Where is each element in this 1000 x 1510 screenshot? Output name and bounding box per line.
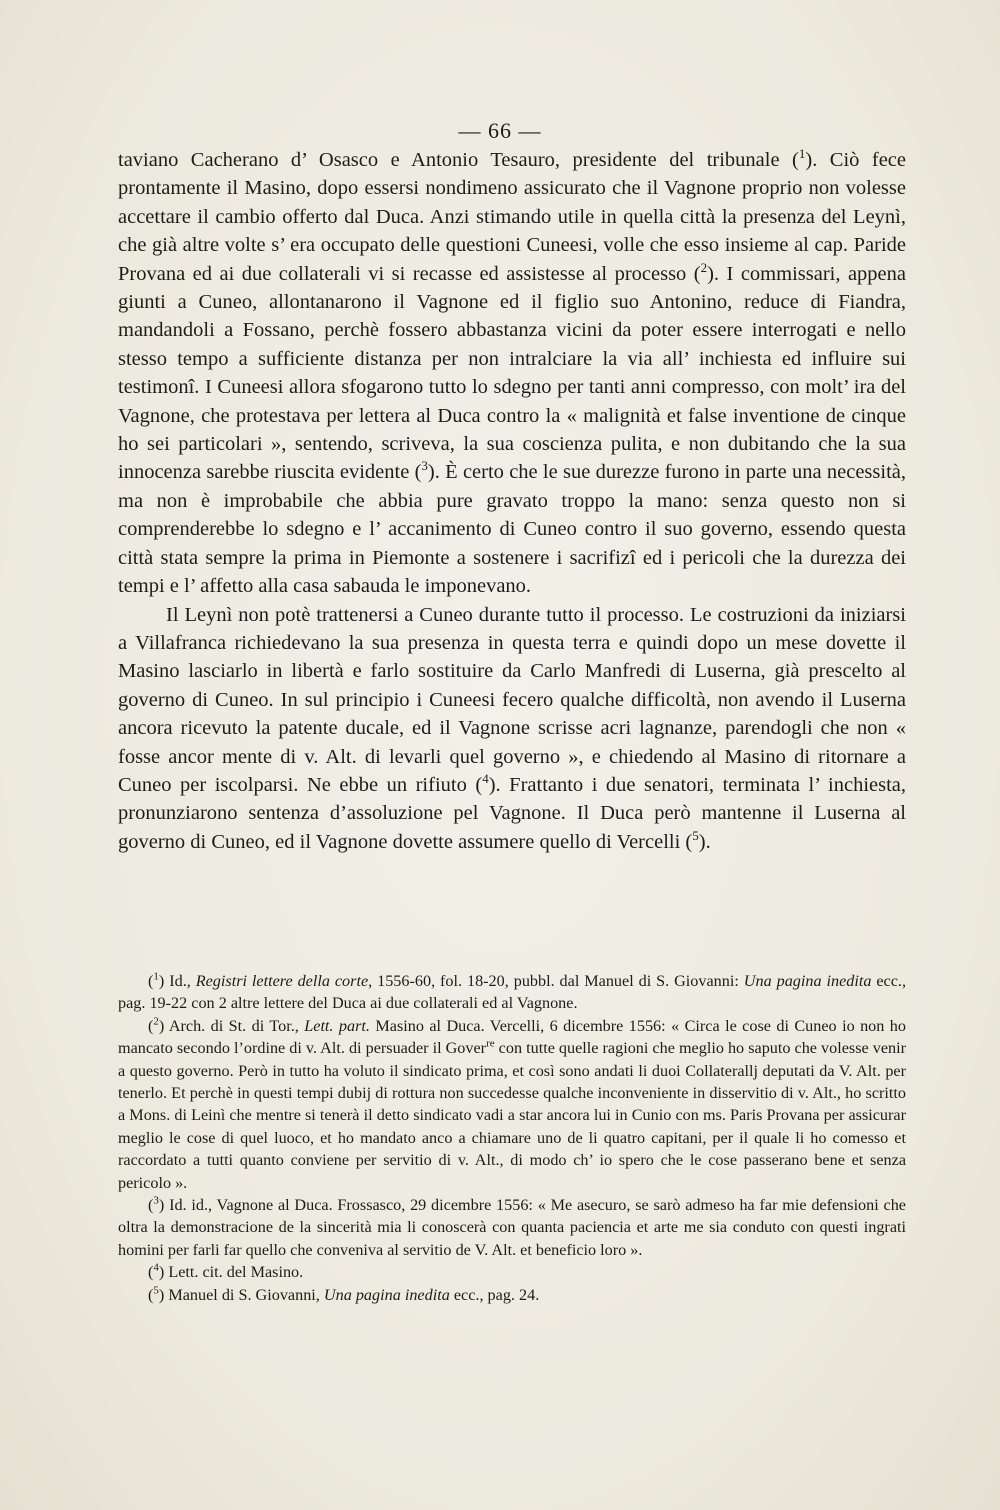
italic-title: Una pagina inedita [743,972,872,990]
note-reference: 2 [700,259,708,275]
footnote-marker: ( [148,972,154,990]
text-run: Lett. cit. del Masino. [168,1263,304,1282]
text-run: con tutte quelle ragioni che meglio ho saputo che volesse venir a questo governo. Però in tutto ha voluto il sindicato prima, et così sono andati li duoi Collaterallj deputati da V. Alt. per tenerlo. Et perchè in questi tempi dubij di rottura non succedesse qualche inconveniente in disservitio di v. Alt., ho scritto a Mons. di Leinì che mentre si tenerà il detto sindicato vadi a star ancora lui in Cunio con ms. Paris Provana per assicurar meglio le cose di quel luoco, et ho mandato anco a chiamare uno de li quatro capitani, per il quale li ho comesso et raccordato a tutti quanto conviene per servitio di v. Alt., di modo ch’ io spero che le cose passerano bene et senza pericolo ». [118,1039,907,1192]
note-reference: re [486,1037,495,1050]
text-run: , 1556-60, fol. 18-20, pubbl. dal Manuel di S. Giovanni: [368,972,744,990]
footnote-number: 2 [153,1015,159,1028]
text-run: ). Frattanto i due senatori, terminata l’ inchiesta, pronunziarono sentenza d’assoluzione pel Vagnone. Il Duca però mantenne il Luserna al governo di Cuneo, ed il Vagnone dovette assumere quello di Vercelli ( [118,773,907,853]
footnote [118,1261,906,1283]
body-paragraph [118,601,906,857]
body-paragraph [118,146,906,601]
note-reference: 5 [692,827,699,843]
footnote-number: 1 [153,970,159,983]
text-run: ecc., pag. 19-22 con 2 altre lettere del Duca ai due collaterali ed al Vagnone. [118,972,907,1013]
text-run: Id., [169,972,196,990]
text-run: ecc., pag. 24. [449,1285,540,1304]
italic-title: Una pagina inedita [323,1285,450,1304]
footnote-marker: ( [148,1263,154,1282]
text-run: Manuel di S. Giovanni, [168,1285,324,1304]
text-run: Il Leynì non potè trattenersi a Cuneo durante tutto il processo. Le costruzioni da iniziarsi a Villafranca richiedevano la sua presenza in questa terra e quindi dopo un mese dovette il Masino lasciarlo in libertà e farlo sostituire da Carlo Manfredi di Luserna, già prescelto al governo di Cuneo. In sul principio i Cuneesi fecero qualche difficoltà, non avendo il Luserna ancora ricevuto la patente ducale, ed il Vagnone scrisse acri lagnanze, parendogli che non « fosse ancor mente di v. Alt. di levarli quel governo », e chiedendo al Masino di ritornare a Cuneo per iscolparsi. Ne ebbe un rifiuto ( [118,603,906,796]
text-run: Masino al Duca. Vercelli, 6 dicembre 1556: « Circa le cose di Cuneo io non ho mancato secondo l’ordine di v. Alt. di persuader il Gover [118,1016,906,1058]
footnote [118,1015,906,1194]
footnote [118,1194,906,1261]
footnotes [118,970,906,1306]
text-run: taviano Cacherano d’ Osasco e Antonio Tesauro, presidente del tribunale ( [118,149,799,171]
footnote-number: 4 [153,1261,159,1274]
text-run: ). Ciò fece prontamente il Masino, dopo essersi nondimeno assicurato che il Vagnone proprio non volesse accettare il cambio offerto dal Duca. Anzi stimando utile in quella città la presenza del Leynì, che già altre volte s’ era occupato delle questioni Cuneesi, volle che esso insieme al cap. Paride Provana ed ai due collaterali vi si recasse ed assistesse al processo ( [118,149,906,285]
main-text [118,146,906,856]
note-reference: 1 [798,146,806,162]
footnote-marker: ) [158,1196,170,1215]
note-reference: 4 [482,771,489,787]
text-run: ). È certo che le sue durezze furono in parte una necessità, ma non è improbabile che abbia pure gravato troppo la mano: senza questo non si comprenderebbe lo sdegno e l’ accanimento di Cuneo contro il suo governo, essendo questa città stata sempre la prima in Piemonte a sostenere i sacrifizî ed i pericoli che la durezza dei tempi e l’ affetto alla casa sabauda le imponevano. [118,461,907,598]
text-run: ). I commissari, appena giunti a Cuneo, allontanarono il Vagnone ed il figlio suo Antonino, reduce di Fiandra, mandandoli a Fossano, perchè fossero abbastanza vicini da poter essere interrogati e nello stesso tempo a sufficiente distanza per non intralciare la via all’ inchiesta ed influire sui testimonî. I Cuneesi allora sfogarono tutto lo sdegno per tanti anni compresso, con molt’ ira del Vagnone, che protestava per lettera al Duca contro la « malignità et false inventione de cinque ho sei particolari », sentendo, scriveva, la sua coscienza pulita, e non dubitando che la sua innocenza sarebbe riuscita evidente ( [118,262,906,484]
page-number: — 66 — [458,118,542,143]
italic-title: Lett. part. [304,1016,370,1035]
italic-title: Registri lettere della corte [195,972,369,990]
text-run: Arch. di St. di Tor., [168,1016,305,1035]
footnote-marker: ) [158,1285,169,1304]
footnote-marker: ( [148,1196,154,1215]
footnote-marker: ) [158,1016,169,1035]
footnote-marker: ) [158,1263,169,1282]
footnote [118,1284,906,1306]
footnote-marker: ( [148,1285,154,1304]
footnote [118,970,906,1015]
footnote-number: 3 [153,1194,159,1207]
note-reference: 3 [421,458,428,474]
footnote-marker: ) [158,972,170,990]
text-run: ). [698,830,711,853]
footnote-number: 5 [153,1284,159,1297]
text-run: Id. id., Vagnone al Duca. Frossasco, 29 dicembre 1556: « Me asecuro, se sarò admeso ha far mie defensioni che oltra la demonstracione de la sincerità mia li conoscerà con quanta paciencia et arte me sia conduto con questi ingrati homini per farli far quello che conveniva al servitio de V. Alt. et beneficio loro ». [118,1196,906,1259]
footnote-marker: ( [148,1016,154,1035]
